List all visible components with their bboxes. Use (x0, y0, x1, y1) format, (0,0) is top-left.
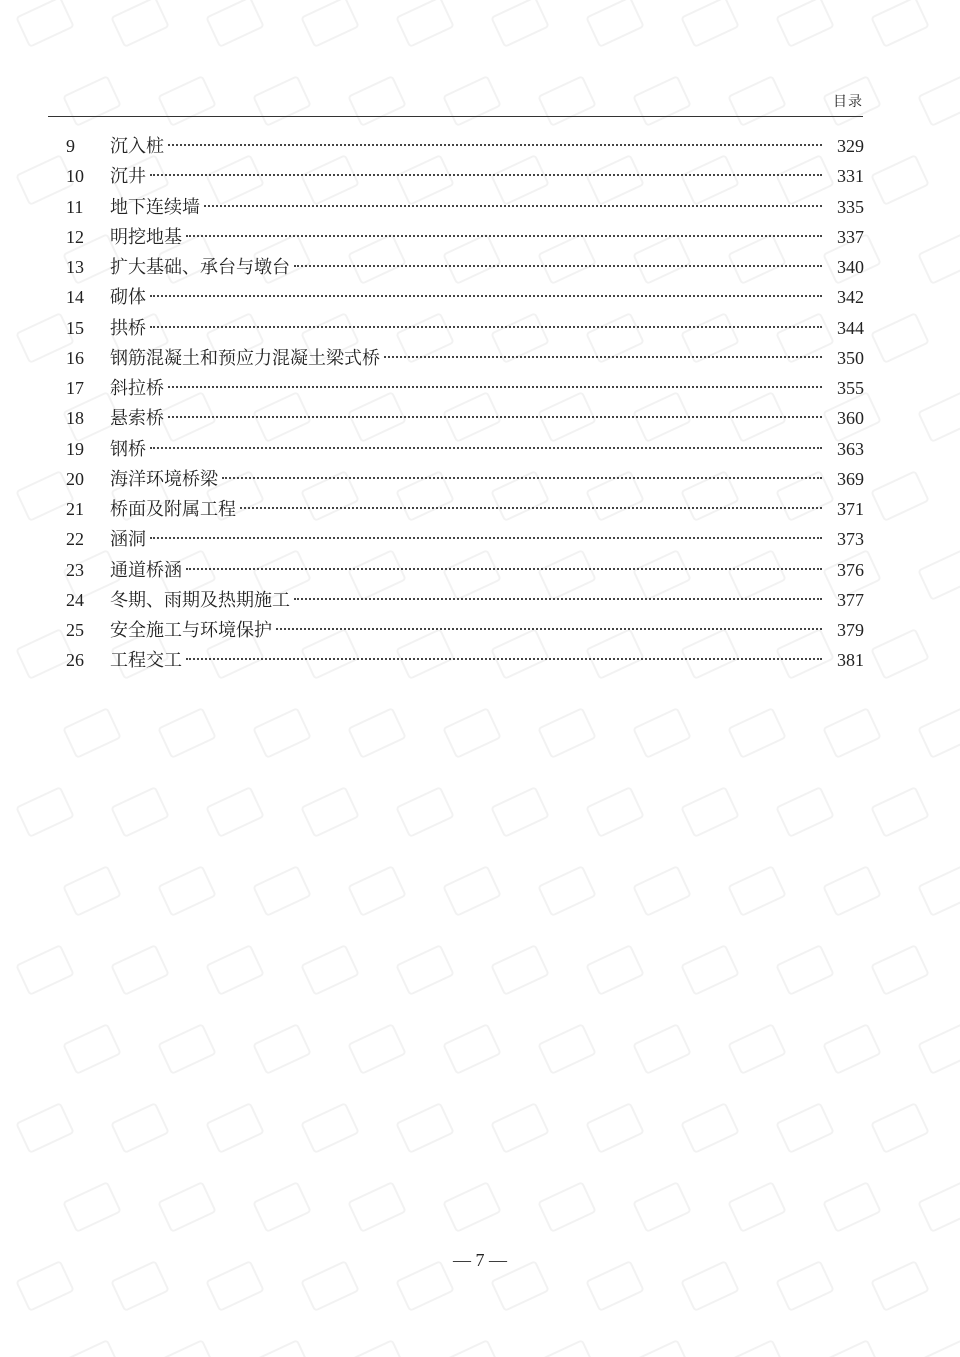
toc-entry-number: 19 (66, 438, 84, 459)
watermark-mark (347, 1339, 407, 1357)
watermark-mark (537, 1339, 597, 1357)
toc-entry-title: 明挖地基 (110, 226, 182, 248)
watermark-mark (62, 1181, 122, 1233)
toc-leader-dots (168, 416, 822, 418)
watermark-mark (252, 1023, 312, 1075)
watermark-mark (300, 1102, 360, 1154)
watermark-mark (15, 0, 75, 48)
watermark-mark (870, 312, 930, 364)
toc-entry-number: 26 (66, 650, 84, 671)
toc-leader-dots (276, 628, 822, 630)
toc-entry[interactable] (66, 403, 864, 433)
watermark-mark (15, 944, 75, 996)
toc-entry-title: 悬索桥 (110, 408, 164, 430)
watermark-mark (917, 1339, 960, 1357)
toc-entry-page: 376 (837, 559, 864, 580)
watermark-mark (442, 865, 502, 917)
toc-leader-dots (240, 507, 822, 509)
watermark-mark (870, 786, 930, 838)
toc-leader-dots (186, 658, 822, 660)
toc-leader-dots (150, 326, 822, 328)
watermark-mark (775, 1102, 835, 1154)
watermark-mark (490, 786, 550, 838)
watermark-mark (727, 865, 787, 917)
watermark-mark (252, 1339, 312, 1357)
toc-entry[interactable] (66, 343, 864, 373)
watermark-mark (252, 1181, 312, 1233)
watermark-mark (300, 786, 360, 838)
watermark-mark (822, 1181, 882, 1233)
toc-entry-number: 20 (66, 468, 84, 489)
watermark-mark (395, 944, 455, 996)
toc-entry-number: 18 (66, 408, 84, 429)
toc-entry-number: 12 (66, 226, 84, 247)
watermark-mark (252, 707, 312, 759)
toc-entry[interactable] (66, 464, 864, 494)
watermark-mark (537, 865, 597, 917)
watermark-mark (157, 1339, 217, 1357)
toc-leader-dots (186, 568, 822, 570)
watermark-mark (62, 865, 122, 917)
watermark-mark (870, 0, 930, 48)
watermark-mark (870, 470, 930, 522)
toc-entry-page: 360 (837, 408, 864, 429)
toc-leader-dots (150, 447, 822, 449)
watermark-mark (870, 944, 930, 996)
toc-entry[interactable] (66, 494, 864, 524)
toc-entry[interactable] (66, 524, 864, 554)
watermark-mark (110, 944, 170, 996)
toc-leader-dots (168, 386, 822, 388)
watermark-mark (680, 0, 740, 48)
watermark-mark (442, 1181, 502, 1233)
watermark-mark (775, 944, 835, 996)
watermark-mark (205, 944, 265, 996)
watermark-mark (110, 0, 170, 48)
watermark-mark (157, 707, 217, 759)
toc-entry-title: 地下连续墙 (110, 196, 200, 218)
watermark-mark (870, 628, 930, 680)
toc-entry-title: 工程交工 (110, 650, 182, 672)
toc-entry[interactable] (66, 615, 864, 645)
watermark-mark (917, 1181, 960, 1233)
watermark-mark (347, 865, 407, 917)
toc-entry-number: 25 (66, 620, 84, 640)
toc-entry-page: 342 (837, 287, 864, 308)
watermark-mark (490, 1102, 550, 1154)
watermark-mark (632, 1339, 692, 1357)
watermark-mark (252, 865, 312, 917)
toc-entry[interactable] (66, 585, 864, 615)
toc-entry-title: 砌体 (110, 287, 146, 309)
watermark-mark (632, 1023, 692, 1075)
watermark-mark (822, 1023, 882, 1075)
toc-entry-page: 381 (837, 650, 864, 671)
toc-entry[interactable] (66, 222, 864, 252)
toc-entry-page: 371 (837, 499, 864, 519)
toc-entry-number: 13 (66, 257, 84, 277)
toc-entry-page: 379 (837, 620, 864, 640)
toc-entry[interactable] (66, 282, 864, 312)
toc-entry-page: 331 (837, 166, 864, 187)
toc-leader-dots (222, 477, 822, 479)
toc-entry-number: 15 (66, 317, 84, 338)
header-label: 目录 (833, 94, 863, 110)
watermark-mark (110, 1102, 170, 1154)
toc-entry-page: 337 (837, 226, 864, 247)
toc-entry-number: 22 (66, 529, 84, 550)
watermark-mark (395, 0, 455, 48)
toc-entry-title: 斜拉桥 (110, 378, 164, 399)
toc-entry-title: 桥面及附属工程 (110, 499, 236, 520)
watermark-mark (15, 1102, 75, 1154)
toc-entry-number: 9 (66, 136, 75, 156)
toc-entry-title: 钢桥 (110, 438, 146, 460)
watermark-mark (300, 0, 360, 48)
watermark-mark (157, 1181, 217, 1233)
watermark-mark (917, 865, 960, 917)
watermark-mark (585, 0, 645, 48)
toc-entry[interactable] (66, 373, 864, 403)
toc-leader-dots (204, 205, 822, 207)
watermark-mark (632, 865, 692, 917)
watermark-mark (775, 786, 835, 838)
watermark-mark (585, 786, 645, 838)
toc-entry-page: 329 (837, 136, 864, 156)
toc-entry[interactable] (66, 434, 864, 464)
toc-entry-number: 24 (66, 589, 84, 610)
watermark-mark (632, 1181, 692, 1233)
watermark-mark (680, 1102, 740, 1154)
watermark-mark (680, 944, 740, 996)
watermark-mark (727, 1023, 787, 1075)
watermark-mark (680, 786, 740, 838)
toc-entry-page: 363 (837, 438, 864, 459)
toc-entry-title: 拱桥 (110, 317, 146, 339)
toc-entry-number: 23 (66, 559, 84, 580)
toc-leader-dots (168, 144, 822, 146)
toc-entry-number: 10 (66, 166, 84, 187)
watermark-mark (442, 1023, 502, 1075)
watermark-mark (442, 707, 502, 759)
watermark-mark (347, 1181, 407, 1233)
watermark-mark (62, 707, 122, 759)
toc-entry-number: 16 (66, 347, 84, 368)
watermark-mark (442, 1339, 502, 1357)
toc-entry[interactable] (66, 131, 864, 161)
toc-entry[interactable] (66, 555, 864, 585)
watermark-mark (727, 1181, 787, 1233)
toc-entry[interactable] (66, 161, 864, 191)
toc-entry[interactable] (66, 645, 864, 675)
toc-entry-title: 沉井 (110, 166, 146, 188)
toc-leader-dots (150, 295, 822, 297)
watermark-mark (870, 1102, 930, 1154)
toc-entry-title: 涵洞 (110, 529, 146, 551)
toc-leader-dots (150, 174, 822, 176)
watermark-mark (870, 154, 930, 206)
watermark-mark (157, 1023, 217, 1075)
toc-leader-dots (384, 356, 822, 358)
toc-entry-page: 344 (837, 317, 864, 338)
watermark-mark (62, 1339, 122, 1357)
watermark-mark (15, 786, 75, 838)
toc-entry-page: 340 (837, 257, 864, 277)
toc-entry-page: 373 (837, 529, 864, 550)
toc-entry[interactable] (66, 192, 864, 222)
watermark-mark (205, 1102, 265, 1154)
toc-leader-dots (294, 598, 822, 600)
watermark-mark (917, 391, 960, 443)
watermark-mark (395, 1102, 455, 1154)
watermark-mark (822, 707, 882, 759)
watermark-mark (110, 786, 170, 838)
watermark-mark (205, 0, 265, 48)
toc-entry-number: 21 (66, 499, 84, 519)
watermark-mark (727, 707, 787, 759)
toc-entry-title: 冬期、雨期及热期施工 (110, 589, 290, 611)
watermark-mark (727, 1339, 787, 1357)
toc-entry-page: 335 (837, 196, 864, 217)
watermark-mark (822, 1339, 882, 1357)
toc-entry-title: 扩大基础、承台与墩台 (110, 257, 290, 278)
toc-entry-page: 355 (837, 378, 864, 398)
toc-entry-title: 钢筋混凝土和预应力混凝土梁式桥 (110, 347, 380, 369)
toc-leader-dots (294, 265, 822, 267)
toc-entry-title: 安全施工与环境保护 (110, 620, 272, 641)
toc-entry[interactable] (66, 252, 864, 282)
page-number: — 7 — (453, 1250, 507, 1270)
watermark-mark (490, 944, 550, 996)
watermark-mark (585, 1102, 645, 1154)
watermark-mark (537, 707, 597, 759)
watermark-mark (347, 1023, 407, 1075)
toc-entry-number: 11 (66, 196, 84, 217)
toc-leader-dots (150, 537, 822, 539)
watermark-mark (917, 549, 960, 601)
toc-entry-title: 沉入桩 (110, 136, 164, 157)
toc-entry-page: 350 (837, 347, 864, 368)
watermark-mark (205, 786, 265, 838)
watermark-mark (822, 865, 882, 917)
watermark-mark (62, 1023, 122, 1075)
watermark-mark (537, 1181, 597, 1233)
toc-entry-number: 14 (66, 287, 84, 308)
watermark-mark (917, 707, 960, 759)
toc-entry[interactable] (66, 313, 864, 343)
watermark-mark (157, 865, 217, 917)
toc-entry-number: 17 (66, 378, 84, 398)
table-of-contents (66, 131, 864, 676)
watermark-mark (537, 1023, 597, 1075)
watermark-mark (775, 0, 835, 48)
toc-entry-page: 369 (837, 468, 864, 489)
watermark-mark (585, 944, 645, 996)
toc-leader-dots (186, 235, 822, 237)
watermark-mark (490, 0, 550, 48)
watermark-mark (395, 786, 455, 838)
page-header (48, 88, 863, 117)
watermark-mark (917, 233, 960, 285)
watermark-mark (632, 707, 692, 759)
toc-entry-title: 海洋环境桥梁 (110, 468, 218, 490)
toc-entry-page: 377 (837, 589, 864, 610)
watermark-mark (917, 1023, 960, 1075)
watermark-mark (347, 707, 407, 759)
watermark-mark (917, 75, 960, 127)
toc-entry-title: 通道桥涵 (110, 559, 182, 581)
watermark-mark (300, 944, 360, 996)
